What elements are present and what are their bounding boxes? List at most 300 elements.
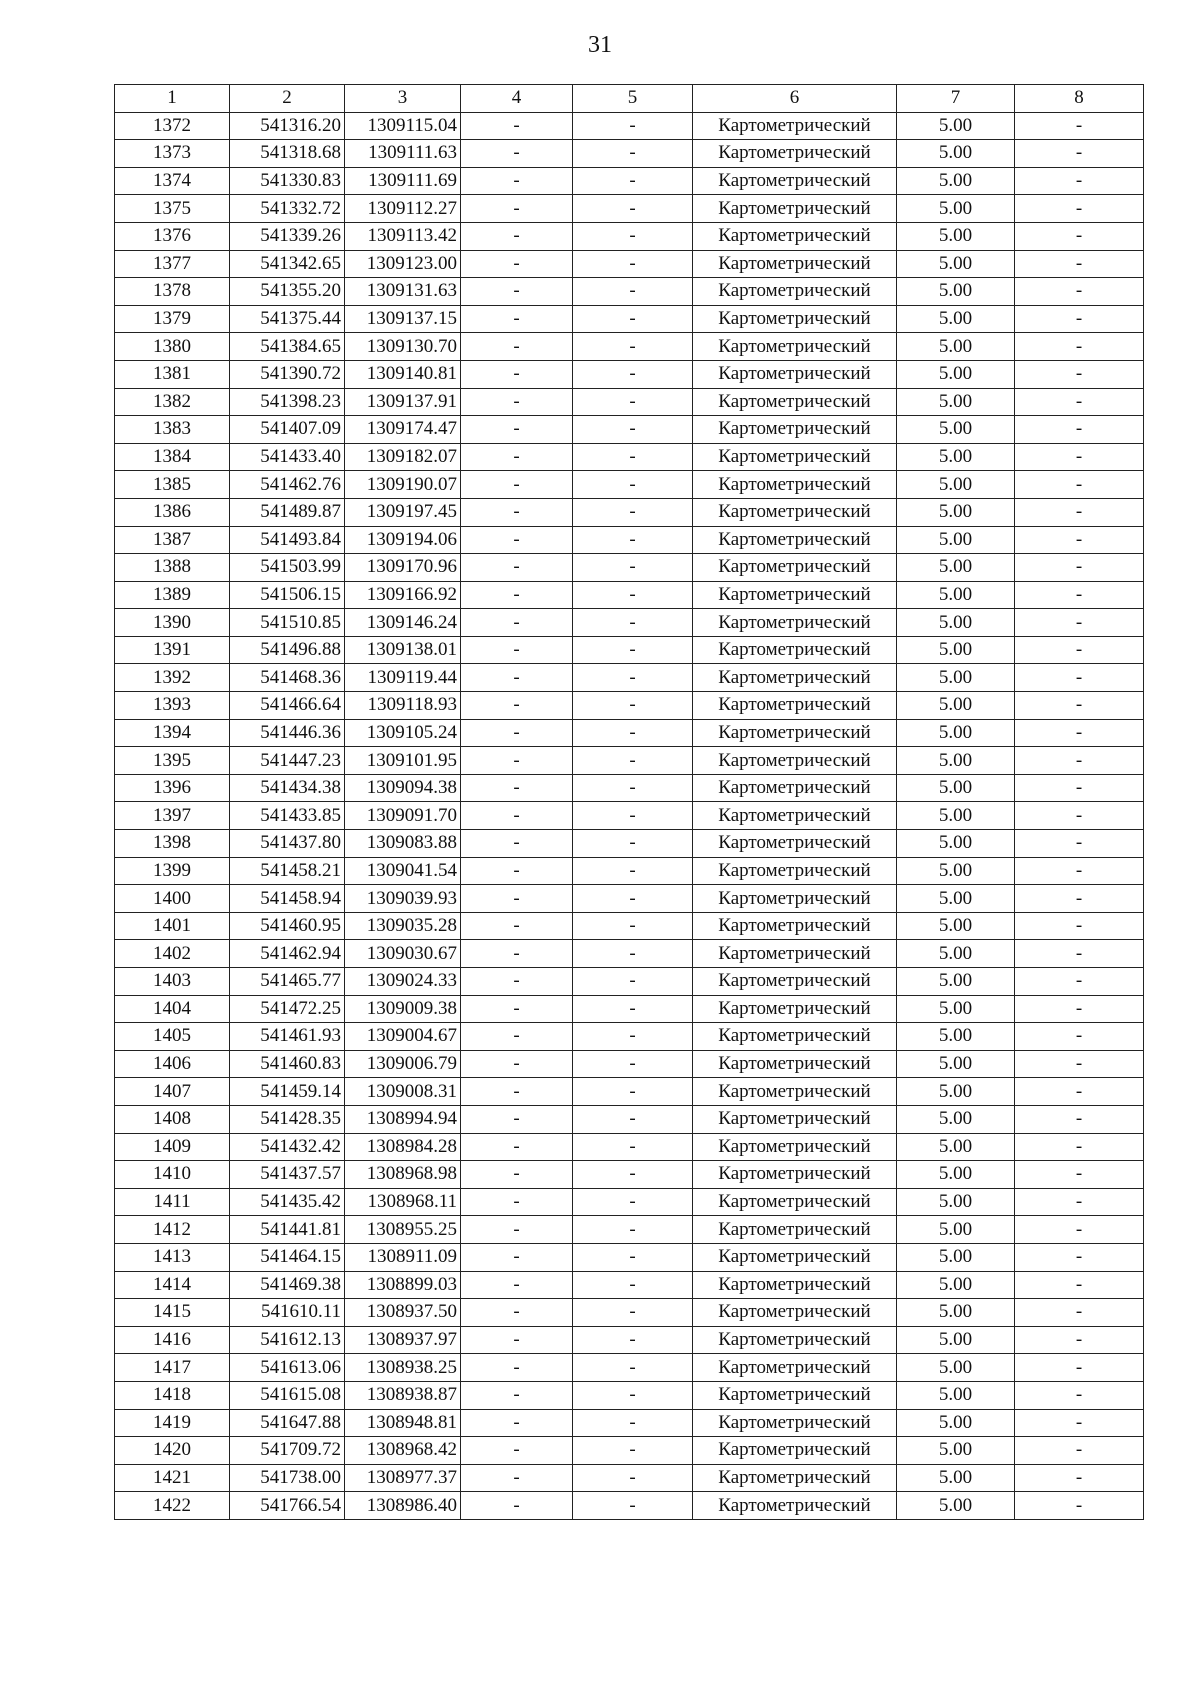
column-4-cell: - bbox=[461, 1133, 573, 1161]
x-coordinate-cell: 541612.13 bbox=[230, 1326, 345, 1354]
column-8-cell: - bbox=[1015, 1464, 1144, 1492]
y-coordinate-cell: 1309166.92 bbox=[345, 581, 461, 609]
y-coordinate-cell: 1309030.67 bbox=[345, 940, 461, 968]
column-header: 6 bbox=[693, 85, 897, 113]
method-cell: Картометрический bbox=[693, 857, 897, 885]
error-cell: 5.00 bbox=[897, 416, 1015, 444]
x-coordinate-cell: 541407.09 bbox=[230, 416, 345, 444]
column-8-cell: - bbox=[1015, 1105, 1144, 1133]
method-cell: Картометрический bbox=[693, 1464, 897, 1492]
column-8-cell: - bbox=[1015, 140, 1144, 168]
column-5-cell: - bbox=[573, 1216, 693, 1244]
column-8-cell: - bbox=[1015, 498, 1144, 526]
x-coordinate-cell: 541446.36 bbox=[230, 719, 345, 747]
error-cell: 5.00 bbox=[897, 140, 1015, 168]
column-8-cell: - bbox=[1015, 885, 1144, 913]
method-cell: Картометрический bbox=[693, 554, 897, 582]
method-cell: Картометрический bbox=[693, 636, 897, 664]
column-8-cell: - bbox=[1015, 526, 1144, 554]
error-cell: 5.00 bbox=[897, 1492, 1015, 1520]
method-cell: Картометрический bbox=[693, 1161, 897, 1189]
column-4-cell: - bbox=[461, 1161, 573, 1189]
y-coordinate-cell: 1308984.28 bbox=[345, 1133, 461, 1161]
column-8-cell: - bbox=[1015, 443, 1144, 471]
table-body bbox=[115, 112, 1144, 1519]
error-cell: 5.00 bbox=[897, 747, 1015, 775]
column-4-cell: - bbox=[461, 802, 573, 830]
point-number-cell: 1418 bbox=[115, 1381, 230, 1409]
column-8-cell: - bbox=[1015, 1243, 1144, 1271]
method-cell: Картометрический bbox=[693, 885, 897, 913]
error-cell: 5.00 bbox=[897, 388, 1015, 416]
point-number-cell: 1390 bbox=[115, 609, 230, 637]
table-row bbox=[115, 416, 1144, 444]
column-4-cell: - bbox=[461, 1299, 573, 1327]
error-cell: 5.00 bbox=[897, 526, 1015, 554]
column-5-cell: - bbox=[573, 388, 693, 416]
column-5-cell: - bbox=[573, 195, 693, 223]
x-coordinate-cell: 541339.26 bbox=[230, 222, 345, 250]
column-4-cell: - bbox=[461, 333, 573, 361]
error-cell: 5.00 bbox=[897, 498, 1015, 526]
column-4-cell: - bbox=[461, 498, 573, 526]
column-8-cell: - bbox=[1015, 1381, 1144, 1409]
column-5-cell: - bbox=[573, 1023, 693, 1051]
error-cell: 5.00 bbox=[897, 636, 1015, 664]
table-row bbox=[115, 1243, 1144, 1271]
column-8-cell: - bbox=[1015, 195, 1144, 223]
point-number-cell: 1416 bbox=[115, 1326, 230, 1354]
column-8-cell: - bbox=[1015, 360, 1144, 388]
table-row bbox=[115, 167, 1144, 195]
table-row bbox=[115, 526, 1144, 554]
y-coordinate-cell: 1309190.07 bbox=[345, 471, 461, 499]
table-row bbox=[115, 1188, 1144, 1216]
table-row bbox=[115, 1492, 1144, 1520]
column-5-cell: - bbox=[573, 1161, 693, 1189]
point-number-cell: 1379 bbox=[115, 305, 230, 333]
column-5-cell: - bbox=[573, 1188, 693, 1216]
x-coordinate-cell: 541647.88 bbox=[230, 1409, 345, 1437]
column-4-cell: - bbox=[461, 305, 573, 333]
error-cell: 5.00 bbox=[897, 1299, 1015, 1327]
column-8-cell: - bbox=[1015, 1492, 1144, 1520]
x-coordinate-cell: 541433.40 bbox=[230, 443, 345, 471]
column-5-cell: - bbox=[573, 554, 693, 582]
column-8-cell: - bbox=[1015, 912, 1144, 940]
column-8-cell: - bbox=[1015, 830, 1144, 858]
method-cell: Картометрический bbox=[693, 1299, 897, 1327]
point-number-cell: 1392 bbox=[115, 664, 230, 692]
point-number-cell: 1393 bbox=[115, 692, 230, 720]
method-cell: Картометрический bbox=[693, 112, 897, 140]
table-row bbox=[115, 609, 1144, 637]
column-5-cell: - bbox=[573, 526, 693, 554]
error-cell: 5.00 bbox=[897, 995, 1015, 1023]
column-4-cell: - bbox=[461, 443, 573, 471]
y-coordinate-cell: 1309182.07 bbox=[345, 443, 461, 471]
point-number-cell: 1378 bbox=[115, 278, 230, 306]
table-row bbox=[115, 1464, 1144, 1492]
column-5-cell: - bbox=[573, 1354, 693, 1382]
point-number-cell: 1375 bbox=[115, 195, 230, 223]
point-number-cell: 1412 bbox=[115, 1216, 230, 1244]
column-8-cell: - bbox=[1015, 719, 1144, 747]
column-8-cell: - bbox=[1015, 333, 1144, 361]
column-5-cell: - bbox=[573, 1105, 693, 1133]
column-5-cell: - bbox=[573, 1271, 693, 1299]
table-row bbox=[115, 1105, 1144, 1133]
point-number-cell: 1410 bbox=[115, 1161, 230, 1189]
column-4-cell: - bbox=[461, 1271, 573, 1299]
column-5-cell: - bbox=[573, 857, 693, 885]
column-8-cell: - bbox=[1015, 167, 1144, 195]
x-coordinate-cell: 541613.06 bbox=[230, 1354, 345, 1382]
point-number-cell: 1376 bbox=[115, 222, 230, 250]
column-4-cell: - bbox=[461, 1050, 573, 1078]
y-coordinate-cell: 1308948.81 bbox=[345, 1409, 461, 1437]
header-row bbox=[115, 85, 1144, 113]
x-coordinate-cell: 541464.15 bbox=[230, 1243, 345, 1271]
x-coordinate-cell: 541510.85 bbox=[230, 609, 345, 637]
column-5-cell: - bbox=[573, 416, 693, 444]
table-row bbox=[115, 1299, 1144, 1327]
x-coordinate-cell: 541342.65 bbox=[230, 250, 345, 278]
column-4-cell: - bbox=[461, 1188, 573, 1216]
x-coordinate-cell: 541460.95 bbox=[230, 912, 345, 940]
y-coordinate-cell: 1309194.06 bbox=[345, 526, 461, 554]
column-4-cell: - bbox=[461, 526, 573, 554]
error-cell: 5.00 bbox=[897, 802, 1015, 830]
table-row bbox=[115, 1133, 1144, 1161]
error-cell: 5.00 bbox=[897, 554, 1015, 582]
point-number-cell: 1386 bbox=[115, 498, 230, 526]
point-number-cell: 1400 bbox=[115, 885, 230, 913]
column-5-cell: - bbox=[573, 305, 693, 333]
table-row bbox=[115, 885, 1144, 913]
column-8-cell: - bbox=[1015, 554, 1144, 582]
x-coordinate-cell: 541459.14 bbox=[230, 1078, 345, 1106]
method-cell: Картометрический bbox=[693, 692, 897, 720]
point-number-cell: 1420 bbox=[115, 1437, 230, 1465]
error-cell: 5.00 bbox=[897, 968, 1015, 996]
error-cell: 5.00 bbox=[897, 774, 1015, 802]
column-8-cell: - bbox=[1015, 112, 1144, 140]
column-4-cell: - bbox=[461, 885, 573, 913]
point-number-cell: 1411 bbox=[115, 1188, 230, 1216]
y-coordinate-cell: 1309039.93 bbox=[345, 885, 461, 913]
table-row bbox=[115, 802, 1144, 830]
column-5-cell: - bbox=[573, 609, 693, 637]
coordinates-table bbox=[114, 84, 1144, 1520]
method-cell: Картометрический bbox=[693, 1492, 897, 1520]
column-4-cell: - bbox=[461, 636, 573, 664]
column-5-cell: - bbox=[573, 830, 693, 858]
column-4-cell: - bbox=[461, 1216, 573, 1244]
column-4-cell: - bbox=[461, 278, 573, 306]
column-4-cell: - bbox=[461, 1381, 573, 1409]
table-row bbox=[115, 1023, 1144, 1051]
point-number-cell: 1417 bbox=[115, 1354, 230, 1382]
x-coordinate-cell: 541318.68 bbox=[230, 140, 345, 168]
x-coordinate-cell: 541437.80 bbox=[230, 830, 345, 858]
y-coordinate-cell: 1309140.81 bbox=[345, 360, 461, 388]
table-row bbox=[115, 333, 1144, 361]
point-number-cell: 1422 bbox=[115, 1492, 230, 1520]
method-cell: Картометрический bbox=[693, 360, 897, 388]
table-row bbox=[115, 278, 1144, 306]
page-number: 31 bbox=[588, 32, 612, 58]
column-4-cell: - bbox=[461, 1464, 573, 1492]
table-row bbox=[115, 940, 1144, 968]
y-coordinate-cell: 1308938.25 bbox=[345, 1354, 461, 1382]
error-cell: 5.00 bbox=[897, 1409, 1015, 1437]
column-5-cell: - bbox=[573, 471, 693, 499]
y-coordinate-cell: 1308899.03 bbox=[345, 1271, 461, 1299]
method-cell: Картометрический bbox=[693, 195, 897, 223]
table-row bbox=[115, 636, 1144, 664]
method-cell: Картометрический bbox=[693, 1023, 897, 1051]
method-cell: Картометрический bbox=[693, 333, 897, 361]
method-cell: Картометрический bbox=[693, 1354, 897, 1382]
point-number-cell: 1409 bbox=[115, 1133, 230, 1161]
y-coordinate-cell: 1308937.50 bbox=[345, 1299, 461, 1327]
x-coordinate-cell: 541461.93 bbox=[230, 1023, 345, 1051]
column-4-cell: - bbox=[461, 1078, 573, 1106]
method-cell: Картометрический bbox=[693, 167, 897, 195]
table-row bbox=[115, 1409, 1144, 1437]
method-cell: Картометрический bbox=[693, 968, 897, 996]
column-8-cell: - bbox=[1015, 1188, 1144, 1216]
column-4-cell: - bbox=[461, 1105, 573, 1133]
table-row bbox=[115, 140, 1144, 168]
column-8-cell: - bbox=[1015, 1078, 1144, 1106]
x-coordinate-cell: 541610.11 bbox=[230, 1299, 345, 1327]
x-coordinate-cell: 541332.72 bbox=[230, 195, 345, 223]
error-cell: 5.00 bbox=[897, 1023, 1015, 1051]
column-8-cell: - bbox=[1015, 1437, 1144, 1465]
x-coordinate-cell: 541465.77 bbox=[230, 968, 345, 996]
error-cell: 5.00 bbox=[897, 1078, 1015, 1106]
method-cell: Картометрический bbox=[693, 305, 897, 333]
column-8-cell: - bbox=[1015, 471, 1144, 499]
error-cell: 5.00 bbox=[897, 912, 1015, 940]
table-row bbox=[115, 471, 1144, 499]
point-number-cell: 1396 bbox=[115, 774, 230, 802]
y-coordinate-cell: 1308955.25 bbox=[345, 1216, 461, 1244]
x-coordinate-cell: 541441.81 bbox=[230, 1216, 345, 1244]
column-8-cell: - bbox=[1015, 1023, 1144, 1051]
x-coordinate-cell: 541384.65 bbox=[230, 333, 345, 361]
point-number-cell: 1407 bbox=[115, 1078, 230, 1106]
column-4-cell: - bbox=[461, 857, 573, 885]
column-8-cell: - bbox=[1015, 388, 1144, 416]
table-row bbox=[115, 498, 1144, 526]
y-coordinate-cell: 1309170.96 bbox=[345, 554, 461, 582]
method-cell: Картометрический bbox=[693, 1078, 897, 1106]
error-cell: 5.00 bbox=[897, 250, 1015, 278]
column-4-cell: - bbox=[461, 250, 573, 278]
y-coordinate-cell: 1309111.63 bbox=[345, 140, 461, 168]
method-cell: Картометрический bbox=[693, 1326, 897, 1354]
x-coordinate-cell: 541766.54 bbox=[230, 1492, 345, 1520]
error-cell: 5.00 bbox=[897, 1188, 1015, 1216]
error-cell: 5.00 bbox=[897, 360, 1015, 388]
x-coordinate-cell: 541355.20 bbox=[230, 278, 345, 306]
y-coordinate-cell: 1308938.87 bbox=[345, 1381, 461, 1409]
y-coordinate-cell: 1309083.88 bbox=[345, 830, 461, 858]
column-5-cell: - bbox=[573, 664, 693, 692]
y-coordinate-cell: 1309105.24 bbox=[345, 719, 461, 747]
x-coordinate-cell: 541437.57 bbox=[230, 1161, 345, 1189]
column-5-cell: - bbox=[573, 1299, 693, 1327]
point-number-cell: 1374 bbox=[115, 167, 230, 195]
error-cell: 5.00 bbox=[897, 167, 1015, 195]
table-row bbox=[115, 1050, 1144, 1078]
column-4-cell: - bbox=[461, 554, 573, 582]
table-row bbox=[115, 443, 1144, 471]
table-row bbox=[115, 719, 1144, 747]
table-row bbox=[115, 968, 1144, 996]
table-row bbox=[115, 747, 1144, 775]
x-coordinate-cell: 541460.83 bbox=[230, 1050, 345, 1078]
point-number-cell: 1384 bbox=[115, 443, 230, 471]
point-number-cell: 1380 bbox=[115, 333, 230, 361]
table-row bbox=[115, 1326, 1144, 1354]
y-coordinate-cell: 1309009.38 bbox=[345, 995, 461, 1023]
x-coordinate-cell: 541496.88 bbox=[230, 636, 345, 664]
column-8-cell: - bbox=[1015, 747, 1144, 775]
error-cell: 5.00 bbox=[897, 1326, 1015, 1354]
column-8-cell: - bbox=[1015, 1216, 1144, 1244]
column-header: 8 bbox=[1015, 85, 1144, 113]
column-4-cell: - bbox=[461, 1023, 573, 1051]
y-coordinate-cell: 1308968.98 bbox=[345, 1161, 461, 1189]
column-8-cell: - bbox=[1015, 1133, 1144, 1161]
y-coordinate-cell: 1309130.70 bbox=[345, 333, 461, 361]
column-4-cell: - bbox=[461, 222, 573, 250]
y-coordinate-cell: 1309123.00 bbox=[345, 250, 461, 278]
point-number-cell: 1395 bbox=[115, 747, 230, 775]
error-cell: 5.00 bbox=[897, 609, 1015, 637]
x-coordinate-cell: 541506.15 bbox=[230, 581, 345, 609]
column-8-cell: - bbox=[1015, 968, 1144, 996]
column-header: 1 bbox=[115, 85, 230, 113]
y-coordinate-cell: 1309118.93 bbox=[345, 692, 461, 720]
column-8-cell: - bbox=[1015, 1271, 1144, 1299]
column-header: 4 bbox=[461, 85, 573, 113]
column-4-cell: - bbox=[461, 1354, 573, 1382]
point-number-cell: 1415 bbox=[115, 1299, 230, 1327]
y-coordinate-cell: 1309004.67 bbox=[345, 1023, 461, 1051]
table-row bbox=[115, 581, 1144, 609]
method-cell: Картометрический bbox=[693, 526, 897, 554]
column-5-cell: - bbox=[573, 140, 693, 168]
error-cell: 5.00 bbox=[897, 195, 1015, 223]
method-cell: Картометрический bbox=[693, 912, 897, 940]
method-cell: Картометрический bbox=[693, 498, 897, 526]
column-4-cell: - bbox=[461, 112, 573, 140]
x-coordinate-cell: 541330.83 bbox=[230, 167, 345, 195]
y-coordinate-cell: 1309119.44 bbox=[345, 664, 461, 692]
method-cell: Картометрический bbox=[693, 1216, 897, 1244]
error-cell: 5.00 bbox=[897, 278, 1015, 306]
point-number-cell: 1413 bbox=[115, 1243, 230, 1271]
column-4-cell: - bbox=[461, 609, 573, 637]
column-8-cell: - bbox=[1015, 995, 1144, 1023]
column-8-cell: - bbox=[1015, 692, 1144, 720]
point-number-cell: 1419 bbox=[115, 1409, 230, 1437]
x-coordinate-cell: 541398.23 bbox=[230, 388, 345, 416]
x-coordinate-cell: 541432.42 bbox=[230, 1133, 345, 1161]
method-cell: Картометрический bbox=[693, 471, 897, 499]
method-cell: Картометрический bbox=[693, 140, 897, 168]
column-8-cell: - bbox=[1015, 1326, 1144, 1354]
column-4-cell: - bbox=[461, 1409, 573, 1437]
y-coordinate-cell: 1309138.01 bbox=[345, 636, 461, 664]
error-cell: 5.00 bbox=[897, 1354, 1015, 1382]
table-row bbox=[115, 388, 1144, 416]
column-5-cell: - bbox=[573, 885, 693, 913]
column-5-cell: - bbox=[573, 250, 693, 278]
y-coordinate-cell: 1309008.31 bbox=[345, 1078, 461, 1106]
error-cell: 5.00 bbox=[897, 940, 1015, 968]
error-cell: 5.00 bbox=[897, 1161, 1015, 1189]
column-5-cell: - bbox=[573, 1133, 693, 1161]
point-number-cell: 1406 bbox=[115, 1050, 230, 1078]
method-cell: Картометрический bbox=[693, 1437, 897, 1465]
method-cell: Картометрический bbox=[693, 1271, 897, 1299]
table-row bbox=[115, 1437, 1144, 1465]
x-coordinate-cell: 541468.36 bbox=[230, 664, 345, 692]
column-8-cell: - bbox=[1015, 664, 1144, 692]
column-4-cell: - bbox=[461, 1492, 573, 1520]
y-coordinate-cell: 1309112.27 bbox=[345, 195, 461, 223]
column-8-cell: - bbox=[1015, 802, 1144, 830]
column-5-cell: - bbox=[573, 1492, 693, 1520]
column-4-cell: - bbox=[461, 912, 573, 940]
point-number-cell: 1405 bbox=[115, 1023, 230, 1051]
column-5-cell: - bbox=[573, 1243, 693, 1271]
method-cell: Картометрический bbox=[693, 388, 897, 416]
column-4-cell: - bbox=[461, 416, 573, 444]
y-coordinate-cell: 1309115.04 bbox=[345, 112, 461, 140]
point-number-cell: 1372 bbox=[115, 112, 230, 140]
column-5-cell: - bbox=[573, 1464, 693, 1492]
column-5-cell: - bbox=[573, 940, 693, 968]
method-cell: Картометрический bbox=[693, 1188, 897, 1216]
column-4-cell: - bbox=[461, 664, 573, 692]
y-coordinate-cell: 1308977.37 bbox=[345, 1464, 461, 1492]
y-coordinate-cell: 1309111.69 bbox=[345, 167, 461, 195]
x-coordinate-cell: 541435.42 bbox=[230, 1188, 345, 1216]
column-8-cell: - bbox=[1015, 416, 1144, 444]
method-cell: Картометрический bbox=[693, 443, 897, 471]
table-row bbox=[115, 912, 1144, 940]
table-row bbox=[115, 995, 1144, 1023]
table-row bbox=[115, 1161, 1144, 1189]
table-row bbox=[115, 830, 1144, 858]
y-coordinate-cell: 1309101.95 bbox=[345, 747, 461, 775]
error-cell: 5.00 bbox=[897, 305, 1015, 333]
error-cell: 5.00 bbox=[897, 1381, 1015, 1409]
point-number-cell: 1397 bbox=[115, 802, 230, 830]
error-cell: 5.00 bbox=[897, 581, 1015, 609]
x-coordinate-cell: 541428.35 bbox=[230, 1105, 345, 1133]
point-number-cell: 1382 bbox=[115, 388, 230, 416]
column-header: 3 bbox=[345, 85, 461, 113]
table-row bbox=[115, 857, 1144, 885]
